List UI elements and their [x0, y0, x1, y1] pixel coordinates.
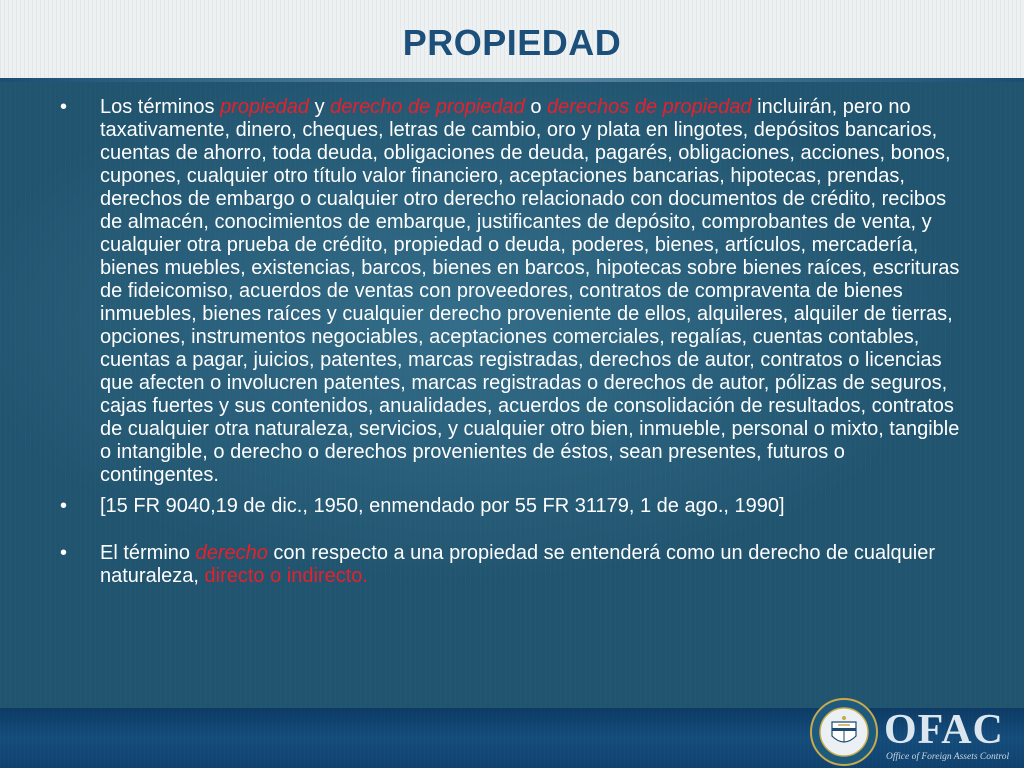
term-directo-o-indirecto: directo o indirecto.: [204, 565, 368, 587]
term-propiedad: propiedad: [220, 96, 310, 118]
bullet-text-part: y: [309, 96, 331, 118]
bullet-text-part: con respecto a una propiedad se entenderá como un derecho de cualquier naturaleza,: [100, 542, 936, 587]
bullet-text: [100, 96, 965, 487]
bullet-text-part: o: [524, 96, 548, 118]
slide-title: PROPIEDAD: [402, 22, 622, 63]
term-derecho-de-propiedad: derecho de propiedad: [330, 96, 525, 118]
ofac-subtitle: Office of Foreign Assets Control: [886, 752, 1010, 762]
bullet-marker: •: [60, 96, 68, 118]
term-derecho: derecho: [195, 542, 268, 564]
bullet-item-derecho: [60, 542, 965, 588]
bullet-marker: •: [60, 542, 68, 564]
term-derechos-de-propiedad: derechos de propiedad: [547, 96, 752, 118]
bullet-text: [100, 542, 965, 588]
ofac-wordmark: OFAC: [884, 707, 1004, 753]
ofac-logo: [810, 698, 1016, 768]
bullet-item-citation: [60, 495, 965, 518]
bullet-text-part: El término: [100, 542, 196, 564]
bullet-item-definition: [60, 96, 965, 487]
bullet-text-part: Los términos: [100, 96, 221, 118]
bullet-text-part: incluirán, pero no taxativamente, dinero, cheques, letras de cambio, oro y plata en lingotes, depósitos bancarios, cuentas de ahorro, toda deuda, obligaciones de deuda, pagarés, obligaciones, acciones, bonos, cupones, cualquier otro título valor financiero, aceptaciones bancarias, hipotecas, prendas, derechos de embargo o cualquier otro derecho relacionado con documentos de crédito, recibos de almacén, conocimientos de embarque, justificantes de depósito, comprobantes de venta, y cualquier otra prueba de crédito, propiedad o deuda, poderes, bienes, artículos, mercadería, bienes muebles, existencias, barcos, bienes en barcos, hipotecas sobre bienes raíces, escrituras de fideicomiso, acuerdos de ventas con proveedores, contratos de compraventa de bienes inmuebles, bienes raíces y cualquier derecho proveniente de ellos, alquileres, alquiler de tierras, opciones, instrumentos negociables, aceptaciones comerciales, regalías, cuentas contables, cuentas a pagar, juicios, patentes, marcas registradas, derechos de autor, contratos o licencias que afecten o involucren patentes, marcas registradas o derechos de autor, pólizas de seguros, cajas fuertes y sus contenidos, anualidades, acuerdos de consolidación de resultados, contratos de cualquier otra naturaleza, servicios, y cualquier otro bien, inmueble, personal o mixto, tangible o intangible, o derecho o derechos provenientes de éstos, sean presentes, futuros o contingentes.: [100, 96, 960, 486]
citation-text: [15 FR 9040,19 de dic., 1950, enmendado por 55 FR 31179, 1 de ago., 1990]: [100, 495, 785, 517]
bullet-list: [60, 96, 965, 588]
bullet-marker: •: [60, 495, 68, 517]
treasury-seal-icon: [810, 698, 878, 766]
